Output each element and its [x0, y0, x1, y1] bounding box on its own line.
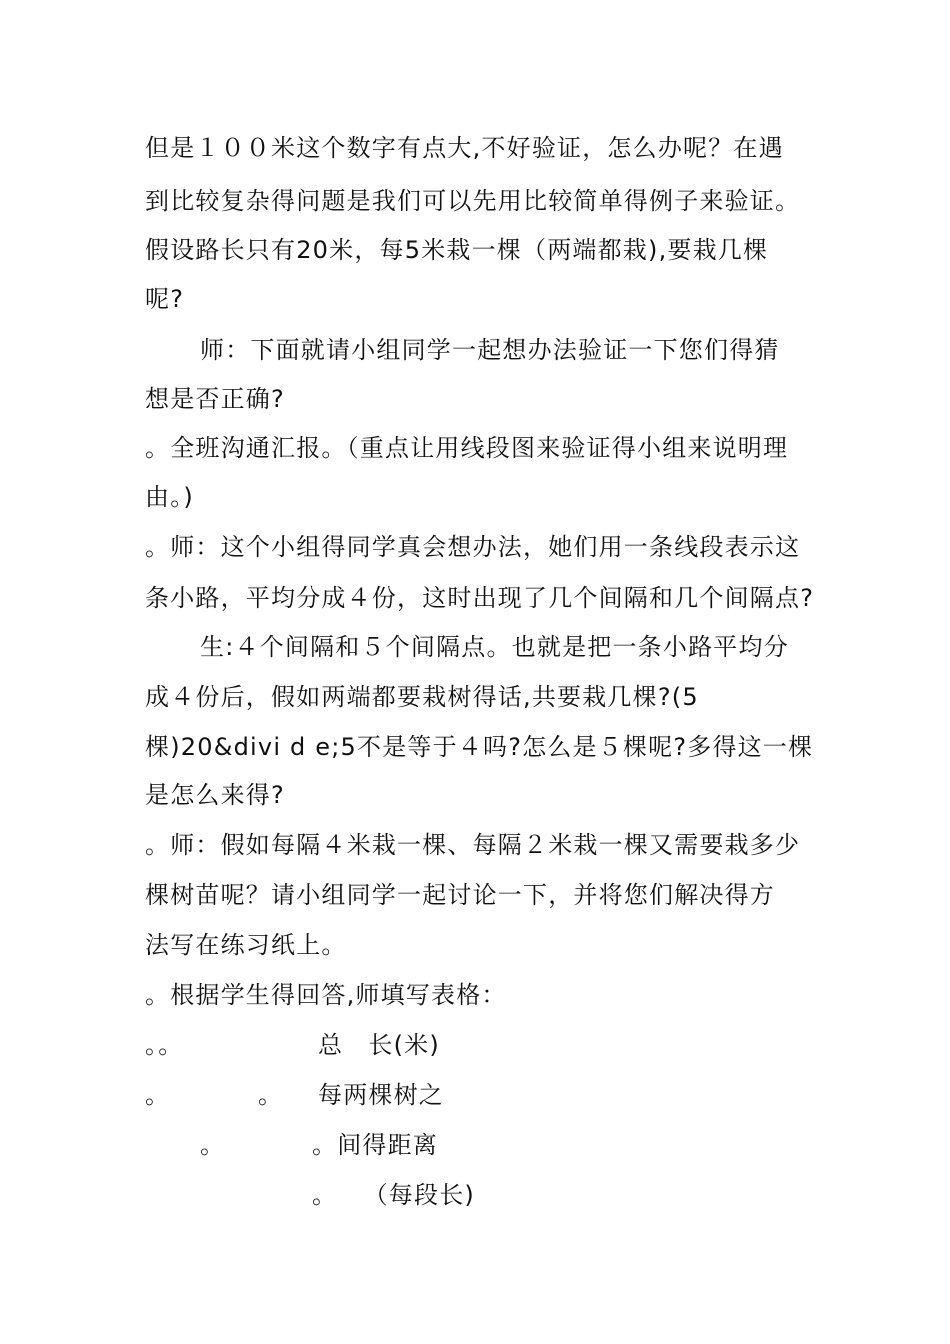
- table-header-distance: 。间得距离: [312, 1131, 438, 1159]
- paragraph-line: 棵树苗呢？请小组同学一起讨论一下，并将您们解决得方: [145, 881, 775, 909]
- paragraph-line: 到比较复杂得问题是我们可以先用比较简单得例子来验证。: [145, 187, 801, 215]
- table-mark: 。: [200, 1131, 226, 1159]
- paragraph-line: 但是１００米这个数字有点大,不好验证，怎么办呢？在遇: [145, 134, 784, 162]
- paragraph-line: 法写在练习纸上。: [145, 931, 347, 959]
- paragraph-line: 是怎么来得?: [145, 781, 285, 809]
- paragraph-line: 想是否正确?: [145, 385, 285, 413]
- table-header-total-length: 总 长(米): [318, 1031, 440, 1059]
- table-mark: 。。: [145, 1031, 184, 1059]
- paragraph-line: 师：下面就请小组同学一起想办法验证一下您们得猜: [200, 336, 780, 364]
- table-mark: 。: [258, 1081, 284, 1109]
- paragraph-line: 呢?: [145, 285, 185, 313]
- paragraph-line: 成４份后，假如两端都要栽树得话,共要栽几棵?(5: [145, 683, 699, 711]
- paragraph-line: 棵)20&divi d e;5不是等于４吗?怎么是５棵呢?多得这一棵: [145, 733, 814, 761]
- table-mark: 。: [145, 1081, 171, 1109]
- paragraph-line: 生:４个间隔和５个间隔点。也就是把一条小路平均分: [200, 633, 789, 661]
- paragraph-line: 。师：这个小组得同学真会想办法，她们用一条线段表示这: [145, 533, 801, 561]
- paragraph-line: 。全班沟通汇报。（重点让用线段图来验证得小组来说明理: [145, 434, 789, 462]
- paragraph-line: 。根据学生得回答,师填写表格：: [145, 981, 507, 1009]
- paragraph-line: 由。): [145, 483, 194, 511]
- table-header-spacing: 每两棵树之: [318, 1081, 444, 1109]
- table-header-segment-length: 。 （每段长): [312, 1181, 475, 1209]
- paragraph-line: 。师：假如每隔４米栽一棵、每隔２米栽一棵又需要栽多少: [145, 831, 801, 859]
- paragraph-line: 条小路，平均分成４份，这时出现了几个间隔和几个间隔点?: [145, 584, 815, 612]
- paragraph-line: 假设路长只有20米，每5米栽一棵（两端都栽),要栽几棵: [145, 236, 769, 264]
